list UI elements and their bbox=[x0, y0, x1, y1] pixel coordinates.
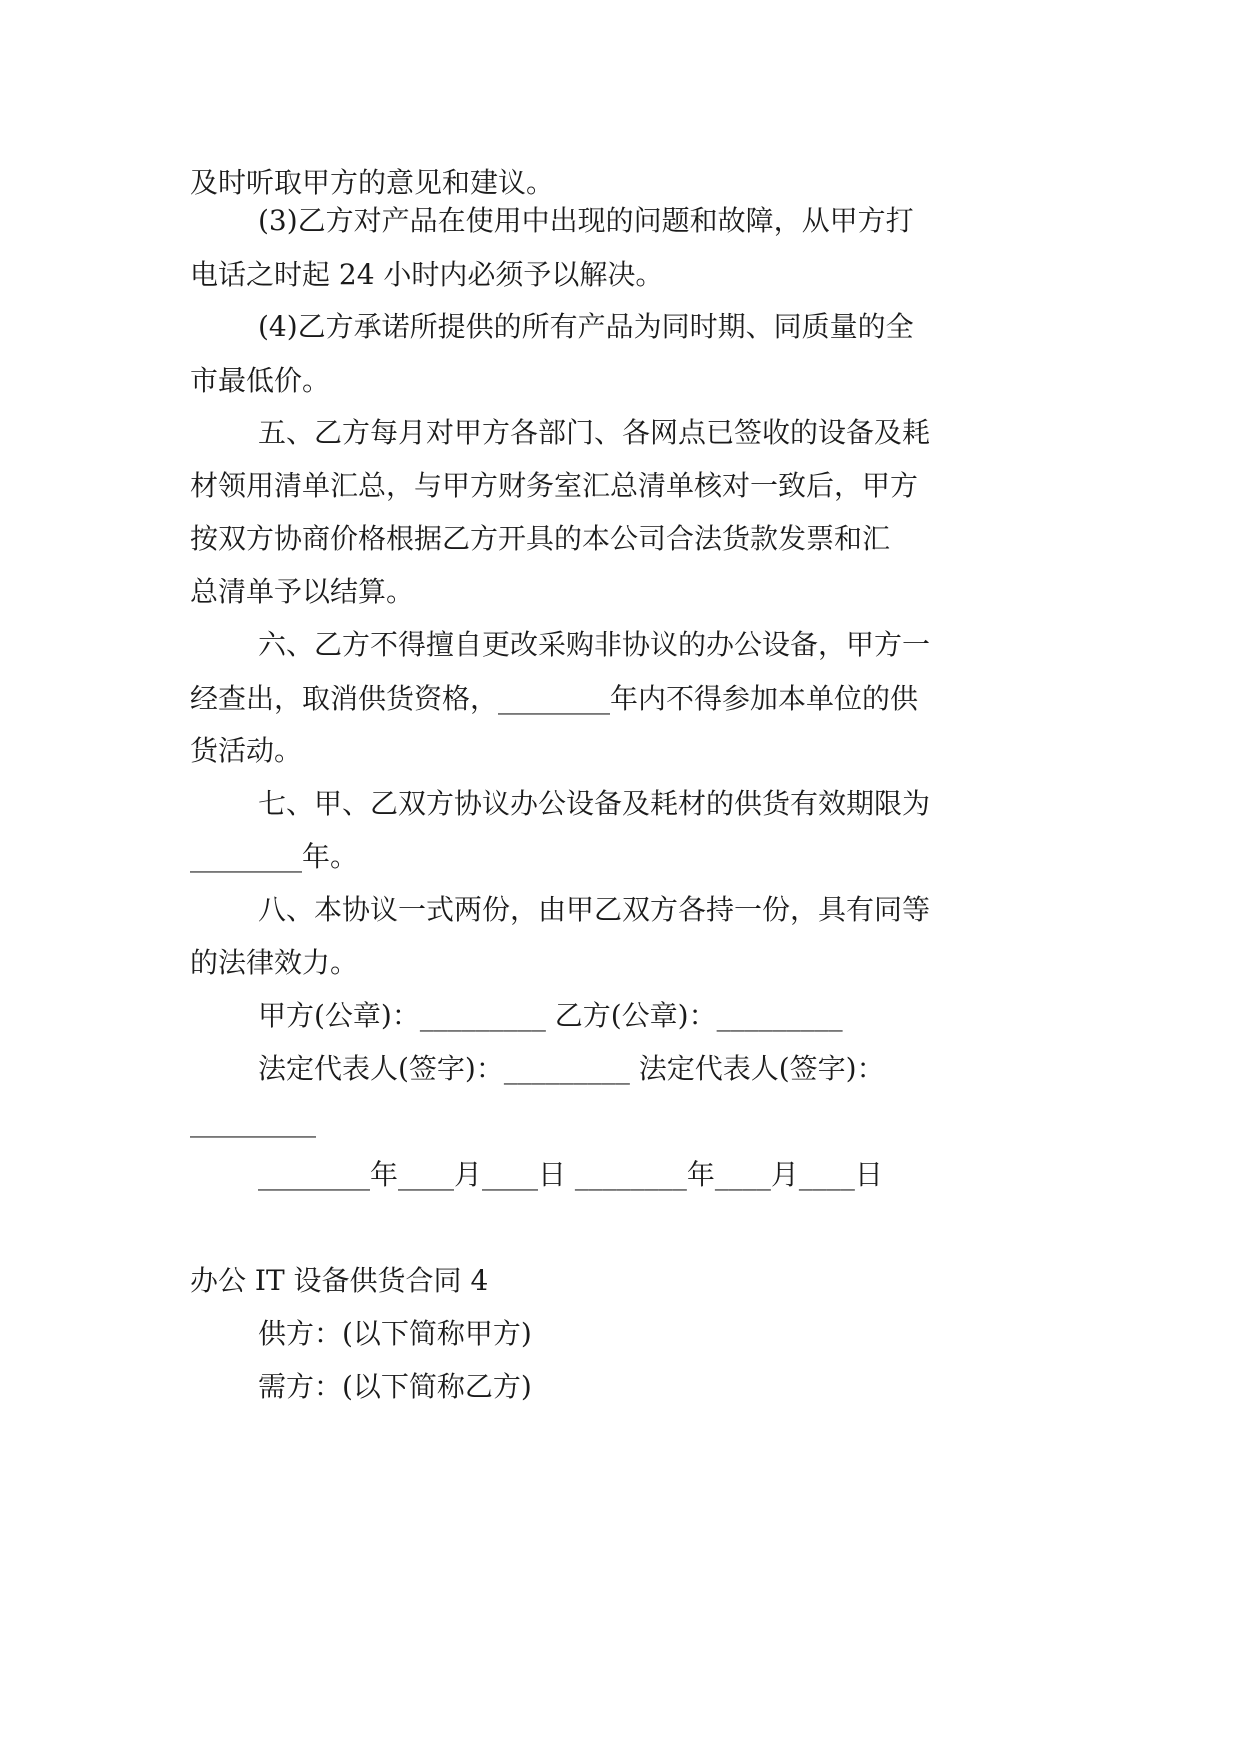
text-line: 市最低价。 bbox=[190, 364, 331, 397]
signature-line-seal: 甲方(公章)：_________ 乙方(公章)：_________ bbox=[258, 999, 843, 1032]
text-line: (3)乙方对产品在使用中出现的问题和故障，从甲方打 bbox=[258, 204, 914, 237]
text-line: 电话之时起 24 小时内必须予以解决。 bbox=[190, 258, 664, 291]
text-line: 材领用清单汇总，与甲方财务室汇总清单核对一致后，甲方 bbox=[190, 469, 919, 502]
buyer-line: 需方：(以下简称乙方) bbox=[258, 1370, 532, 1403]
text-line: 六、乙方不得擅自更改采购非协议的办公设备，甲方一 bbox=[258, 628, 931, 661]
text-line: 八、本协议一式两份，由甲乙双方各持一份，具有同等 bbox=[258, 893, 931, 926]
text-line: ________年。 bbox=[190, 840, 359, 873]
text-line: 货活动。 bbox=[190, 734, 303, 767]
text-line: 经查出，取消供货资格，________年内不得参加本单位的供 bbox=[190, 682, 919, 715]
signature-line-representative: 法定代表人(签字)：_________ 法定代表人(签字)： bbox=[258, 1052, 885, 1085]
signature-blank: _________ bbox=[190, 1105, 316, 1138]
text-line: 按双方协商价格根据乙方开具的本公司合法货款发票和汇 bbox=[190, 522, 891, 555]
date-line: ________年____月____日 ________年____月____日 bbox=[258, 1158, 883, 1191]
supplier-line: 供方：(以下简称甲方) bbox=[258, 1317, 532, 1350]
text-line: 五、乙方每月对甲方各部门、各网点已签收的设备及耗 bbox=[258, 416, 931, 449]
text-line: (4)乙方承诺所提供的所有产品为同时期、同质量的全 bbox=[258, 310, 914, 343]
text-line: 总清单予以结算。 bbox=[190, 575, 415, 608]
section-title: 办公 IT 设备供货合同 4 bbox=[190, 1264, 489, 1297]
text-line: 七、甲、乙双方协议办公设备及耗材的供货有效期限为 bbox=[258, 787, 931, 820]
text-line: 的法律效力。 bbox=[190, 946, 359, 979]
text-line: 及时听取甲方的意见和建议。 bbox=[190, 166, 555, 199]
